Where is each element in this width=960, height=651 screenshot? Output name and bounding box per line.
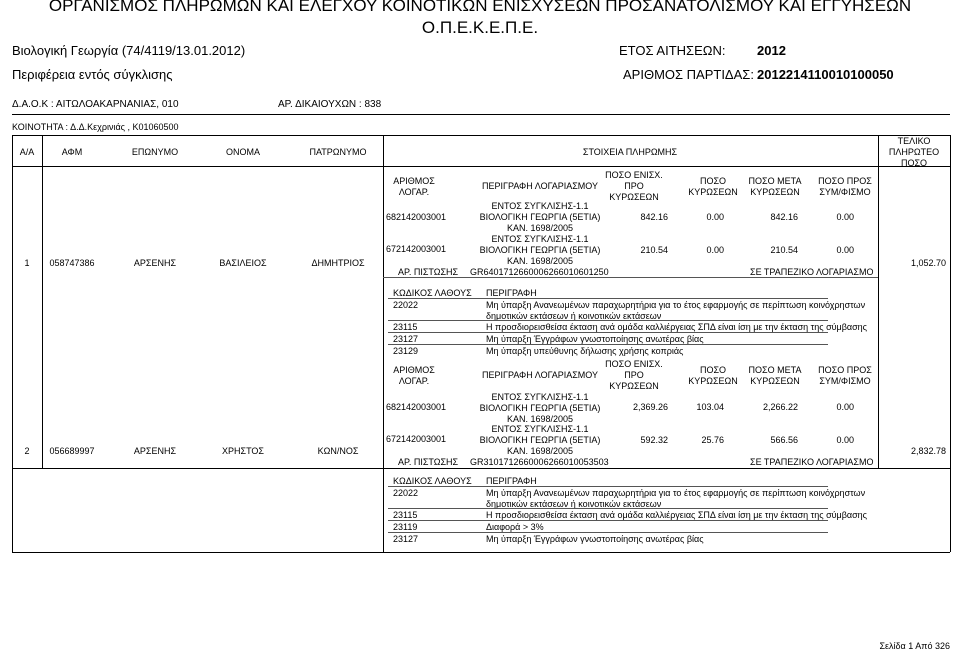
- line-after: 566.56: [770, 435, 798, 445]
- iban-value: GR3101712660006266010053503: [470, 457, 609, 467]
- sub-pre-line1: ΠΟΣΟ ΕΝΙΣΧ.: [605, 170, 663, 180]
- header-surname: ΕΠΩΝΥΜΟ: [131, 147, 179, 157]
- community-label: ΚΟΙΝΟΤΗΤΑ : Δ.Δ.Κεχρινιάς , Κ01060500: [12, 122, 179, 132]
- dao-label: Δ.Α.Ο.Κ : ΑΙΤΩΛΟΑΚΑΡΝΑΝΙΑΣ, 010: [12, 99, 179, 110]
- error-desc-header: ΠΕΡΙΓΡΑΦΗ: [486, 476, 537, 486]
- program-name: Βιολογική Γεωργία (74/4119/13.01.2012): [12, 43, 246, 58]
- error-code: 23119: [393, 522, 418, 532]
- header-aa: Α/Α: [19, 147, 35, 157]
- line-pre: 210.54: [640, 245, 668, 255]
- line-desc-2: ΒΙΟΛΟΓΙΚΗ ΓΕΩΡΓΙΑ (5ΕΤΙΑ): [479, 435, 601, 445]
- line-desc-1: ΕΝΤΟΣ ΣΥΓΚΛΙΣΗΣ-1.1: [491, 392, 589, 402]
- sub-acc-line2: ΛΟΓΑΡ.: [398, 376, 430, 386]
- error-row-line: [388, 508, 828, 509]
- line-after: 210.54: [770, 245, 798, 255]
- payment-end-line: [383, 277, 878, 278]
- line-offset: 0.00: [836, 402, 854, 412]
- header-total-line3: ΠΟΣΟ: [900, 158, 928, 168]
- line-account: 672142003001: [386, 434, 447, 444]
- error-code: 23127: [393, 534, 419, 544]
- error-code: 23115: [393, 510, 418, 520]
- line-account: 672142003001: [386, 244, 447, 254]
- error-row-line: [388, 320, 828, 321]
- error-desc: Μη ύπαρξη Έγγράφων γνωστοποίησης ανωτέρας βίας: [486, 534, 704, 544]
- sub-off-line1: ΠΟΣΟ ΠΡΟΣ: [818, 176, 872, 186]
- col-divider: [383, 135, 384, 552]
- sub-pen-line1: ΠΟΣΟ: [699, 365, 727, 375]
- line-desc-1: ΕΝΤΟΣ ΣΥΓΚΛΙΣΗΣ-1.1: [491, 201, 589, 211]
- sub-pen-line2: ΚΥΡΩΣΕΩΝ: [688, 187, 738, 197]
- sub-after-line1: ΠΟΣΟ ΜΕΤΑ: [748, 365, 802, 375]
- year-label: ΕΤΟΣ ΑΙΤΗΣΕΩΝ:: [619, 43, 726, 58]
- sub-desc: ΠΕΡΙΓΡΑΦΗ ΛΟΓΑΡΙΑΣΜΟΥ: [482, 181, 598, 191]
- error-desc-cont: δημοτικών εκτάσεων ή κοινοτικών εκτάσεων: [486, 311, 662, 321]
- sub-pen-line1: ΠΟΣΟ: [699, 176, 727, 186]
- iban-value: GR6401712660006266010601250: [470, 267, 609, 277]
- line-pre: 842.16: [640, 212, 668, 222]
- sub-after-line1: ΠΟΣΟ ΜΕΤΑ: [748, 176, 802, 186]
- record-afm: 056689997: [49, 446, 95, 456]
- error-desc: Μη ύπαρξη Έγγράφων γνωστοποίησης ανωτέρας βίας: [486, 334, 704, 344]
- sub-desc: ΠΕΡΙΓΡΑΦΗ ΛΟΓΑΡΙΑΣΜΟΥ: [482, 370, 598, 380]
- error-row-line: [388, 344, 828, 345]
- year-value: 2012: [757, 43, 786, 58]
- error-code: 22022: [393, 300, 419, 310]
- sub-pre-line1: ΠΟΣΟ ΕΝΙΣΧ.: [605, 359, 663, 369]
- error-desc: Η προσδιορεισθείσα έκταση ανά ομάδα καλλιέργειας ΣΠΔ είναι ίση με την έκταση της σύμβασης: [486, 510, 868, 520]
- error-code: 22022: [393, 488, 419, 498]
- line-account: 682142003001: [386, 212, 447, 222]
- error-desc: Διαφορά > 3%: [486, 522, 544, 532]
- col-divider: [42, 135, 43, 468]
- header-name: ΟΝΟΜΑ: [225, 147, 260, 157]
- error-desc-cont: δημοτικών εκτάσεων ή κοινοτικών εκτάσεων: [486, 499, 662, 509]
- record-father: ΚΩΝ/ΝΟΣ: [317, 446, 359, 456]
- header-father: ΠΑΤΡΩΝΥΜΟ: [309, 147, 367, 157]
- error-desc: Η προσδιορεισθείσα έκταση ανά ομάδα καλλιέργειας ΣΠΔ είναι ίση με την έκταση της σύμβασης: [486, 322, 868, 332]
- document-title: ΟΡΓΑΝΙΣΜΟΣ ΠΛΗΡΩΜΩΝ ΚΑΙ ΕΛΕΓΧΟΥ ΚΟΙΝΟΤΙΚΩΝ ΕΝΙΣΧΥΣΕΩΝ ΠΡΟΣΑΝΑΤΟΛΙΣΜΟΥ ΚΑΙ ΕΓΓΥΗΣΕΩΝ: [48, 0, 912, 15]
- sub-off-line2: ΣΥΜ/ΦΙΣΜΟ: [819, 187, 871, 197]
- region-name: Περιφέρεια εντός σύγκλισης: [12, 67, 173, 82]
- record-aa: 2: [24, 446, 30, 456]
- error-code: 23115: [393, 322, 418, 332]
- record-aa: 1: [24, 258, 30, 268]
- table-top-border: [12, 135, 950, 136]
- line-desc-3: ΚΑΝ. 1698/2005: [506, 223, 574, 233]
- line-desc-2: ΒΙΟΛΟΓΙΚΗ ΓΕΩΡΓΙΑ (5ΕΤΙΑ): [479, 403, 601, 413]
- page-number: Σελίδα 1 Από 326: [879, 641, 950, 651]
- beneficiaries-label: ΑΡ. ΔΙΚΑΙΟΥΧΩΝ : 838: [278, 99, 382, 110]
- error-code-header: ΚΩΔΙΚΟΣ ΛΑΘΟΥΣ: [393, 288, 472, 298]
- sub-off-line2: ΣΥΜ/ΦΙΣΜΟ: [819, 376, 871, 386]
- sub-after-line2: ΚΥΡΩΣΕΩΝ: [750, 187, 800, 197]
- line-desc-1: ΕΝΤΟΣ ΣΥΓΚΛΙΣΗΣ-1.1: [491, 234, 589, 244]
- error-row-line: [388, 532, 828, 533]
- line-desc-3: ΚΑΝ. 1698/2005: [506, 414, 574, 424]
- sub-after-line2: ΚΥΡΩΣΕΩΝ: [750, 376, 800, 386]
- line-account: 682142003001: [386, 402, 447, 412]
- line-after: 2,266.22: [762, 402, 798, 412]
- error-desc: Μη ύπαρξη υπεύθυνης δήλωσης χρήσης κοπριάς: [486, 346, 684, 356]
- line-offset: 0.00: [836, 245, 854, 255]
- record-name: ΒΑΣΙΛΕΙΟΣ: [219, 258, 267, 268]
- record-father: ΔΗΜΗΤΡΙΟΣ: [311, 258, 365, 268]
- error-row-line: [388, 332, 828, 333]
- table-right-border: [950, 135, 951, 552]
- sub-pre-line2: ΠΡΟ: [624, 370, 644, 380]
- line-pre: 592.32: [640, 435, 668, 445]
- sub-pre-line3: ΚΥΡΩΣΕΩΝ: [609, 192, 659, 202]
- sub-off-line1: ΠΟΣΟ ΠΡΟΣ: [818, 365, 872, 375]
- divider: [12, 114, 950, 115]
- error-code: 23127: [393, 334, 419, 344]
- error-desc-header: ΠΕΡΙΓΡΑΦΗ: [486, 288, 537, 298]
- record-surname: ΑΡΣΕΝΗΣ: [133, 446, 177, 456]
- error-code: 23129: [393, 346, 419, 356]
- line-desc-2: ΒΙΟΛΟΓΙΚΗ ΓΕΩΡΓΙΑ (5ΕΤΙΑ): [479, 245, 601, 255]
- line-desc-2: ΒΙΟΛΟΓΙΚΗ ΓΕΩΡΓΙΑ (5ΕΤΙΑ): [479, 212, 601, 222]
- record-name: ΧΡΗΣΤΟΣ: [222, 446, 264, 456]
- bank-account-note: ΣΕ ΤΡΑΠΕΖΙΚΟ ΛΟΓΑΡΙΑΣΜΟ: [750, 457, 874, 467]
- line-desc-1: ΕΝΤΟΣ ΣΥΓΚΛΙΣΗΣ-1.1: [491, 424, 589, 434]
- batch-label: ΑΡΙΘΜΟΣ ΠΑΡΤΙΔΑΣ:: [623, 67, 754, 82]
- line-pre: 2,369.26: [632, 402, 668, 412]
- line-desc-3: ΚΑΝ. 1698/2005: [506, 446, 574, 456]
- record-afm: 058747386: [49, 258, 95, 268]
- iban-label: ΑΡ. ΠΙΣΤΩΣΗΣ: [398, 457, 459, 467]
- record-surname: ΑΡΣΕΝΗΣ: [133, 258, 177, 268]
- error-code-header: ΚΩΔΙΚΟΣ ΛΑΘΟΥΣ: [393, 476, 472, 486]
- line-penalty: 0.00: [706, 212, 724, 222]
- table-left-border: [12, 135, 13, 552]
- error-desc: Μη ύπαρξη Ανανεωμένων παραχωρητήρια για το έτος εφαρμογής σε περίπτωση κοινόχρηστων: [486, 300, 866, 310]
- table-bottom-border: [12, 552, 950, 553]
- record-total: 1,052.70: [910, 258, 946, 268]
- header-total-line1: ΤΕΛΙΚΟ: [897, 136, 931, 146]
- line-after: 842.16: [770, 212, 798, 222]
- line-offset: 0.00: [836, 212, 854, 222]
- line-penalty: 0.00: [706, 245, 724, 255]
- error-header-line: [388, 486, 828, 487]
- batch-value: 2012214110010100050: [757, 67, 894, 82]
- table-header-border: [12, 166, 950, 167]
- header-payment: ΣΤΟΙΧΕΙΑ ΠΛΗΡΩΜΗΣ: [582, 147, 678, 157]
- sub-acc-line2: ΛΟΓΑΡ.: [398, 187, 430, 197]
- line-desc-3: ΚΑΝ. 1698/2005: [506, 256, 574, 266]
- line-offset: 0.00: [836, 435, 854, 445]
- bank-account-note: ΣΕ ΤΡΑΠΕΖΙΚΟ ΛΟΓΑΡΙΑΣΜΟ: [750, 267, 874, 277]
- record-separator: [12, 468, 950, 469]
- sub-acc-line1: ΑΡΙΘΜΟΣ: [393, 176, 435, 186]
- sub-pen-line2: ΚΥΡΩΣΕΩΝ: [688, 376, 738, 386]
- iban-label: ΑΡ. ΠΙΣΤΩΣΗΣ: [398, 267, 459, 277]
- error-desc: Μη ύπαρξη Ανανεωμένων παραχωρητήρια για το έτος εφαρμογής σε περίπτωση κοινόχρηστων: [486, 488, 866, 498]
- error-row-line: [388, 520, 828, 521]
- record-total: 2,832.78: [910, 446, 946, 456]
- sub-acc-line1: ΑΡΙΘΜΟΣ: [393, 365, 435, 375]
- header-total-line2: ΠΛΗΡΩΤΕΟ: [888, 147, 940, 157]
- error-header-line: [388, 298, 828, 299]
- sub-pre-line2: ΠΡΟ: [624, 181, 644, 191]
- line-penalty: 25.76: [701, 435, 724, 445]
- sub-pre-line3: ΚΥΡΩΣΕΩΝ: [609, 381, 659, 391]
- document-subtitle: Ο.Π.Ε.Κ.Ε.Π.Ε.: [421, 18, 539, 37]
- line-penalty: 103.04: [696, 402, 724, 412]
- header-afm: ΑΦΜ: [61, 147, 83, 157]
